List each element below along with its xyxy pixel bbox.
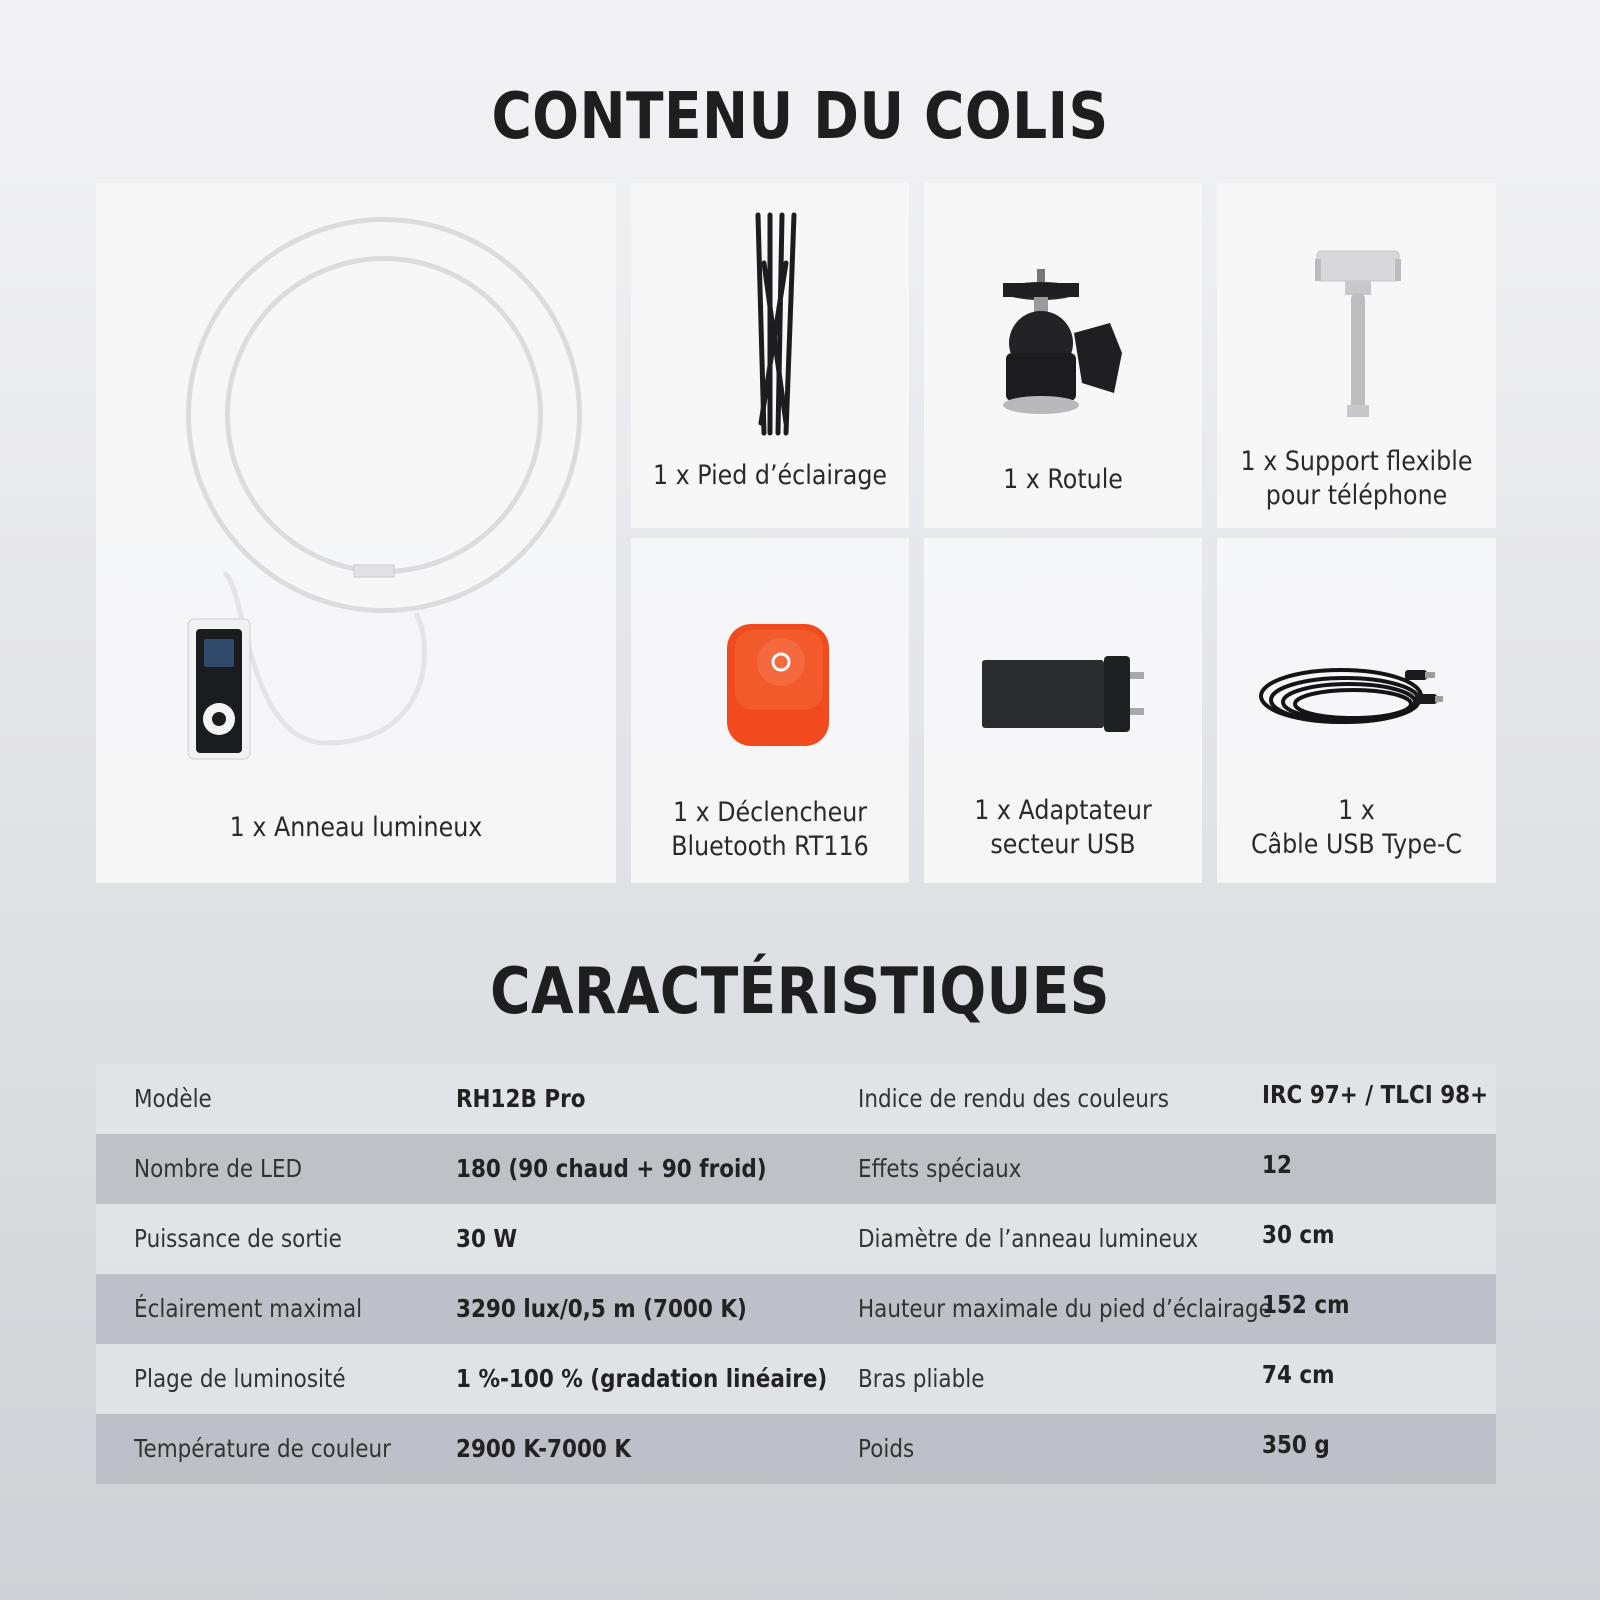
item-card-ball-head (924, 183, 1202, 528)
specs-table (96, 1064, 1496, 1484)
spec-value: 2900 K-7000 K (456, 1434, 632, 1463)
ring-light-icon (96, 183, 616, 883)
item-caption: 1 x Déclencheur Bluetooth RT116 (671, 797, 869, 862)
spec-key: Température de couleur (134, 1434, 392, 1463)
item-caption: 1 x Pied d’éclairage (652, 460, 888, 491)
spec-row (96, 1064, 1496, 1134)
spec-row (96, 1414, 1496, 1484)
spec-key: Plage de luminosité (134, 1364, 346, 1393)
spec-key: Éclairement maximal (134, 1294, 363, 1323)
spec-value: 1 %-100 % (gradation linéaire) (456, 1364, 828, 1393)
package-title: CONTENU DU COLIS (491, 80, 1109, 154)
item-caption: 1 x Câble USB Type-C (1250, 795, 1463, 860)
item-caption: 1 x Rotule (1003, 464, 1123, 495)
spec-value: RH12B Pro (456, 1084, 586, 1113)
spec-value: 12 (1262, 1150, 1292, 1179)
spec-value: 3290 lux/0,5 m (7000 K) (456, 1294, 747, 1323)
spec-key: Modèle (134, 1084, 212, 1113)
spec-key: Hauteur maximale du pied d’éclairage (858, 1294, 1272, 1323)
spec-key: Puissance de sortie (134, 1224, 342, 1253)
item-card-light-stand (631, 183, 909, 528)
item-card-phone-holder (1217, 183, 1496, 528)
spec-value: 30 W (456, 1224, 518, 1253)
item-card-ring-light (96, 183, 616, 883)
spec-value: 350 g (1262, 1430, 1330, 1459)
spec-row (96, 1134, 1496, 1204)
spec-row (96, 1274, 1496, 1344)
item-card-usb-adapter (924, 538, 1202, 883)
spec-value: 180 (90 chaud + 90 froid) (456, 1154, 767, 1183)
spec-value: IRC 97+ / TLCI 98+ (1262, 1080, 1489, 1109)
item-card-bluetooth-remote (631, 538, 909, 883)
spec-value: 30 cm (1262, 1220, 1335, 1249)
item-caption: 1 x Anneau lumineux (229, 812, 483, 843)
spec-key: Poids (858, 1434, 915, 1463)
spec-key: Indice de rendu des couleurs (858, 1084, 1169, 1113)
item-caption: 1 x Adaptateur secteur USB (974, 795, 1152, 860)
spec-key: Nombre de LED (134, 1154, 303, 1183)
spec-row (96, 1344, 1496, 1414)
spec-key: Bras pliable (858, 1364, 985, 1393)
specs-title: CARACTÉRISTIQUES (490, 955, 1110, 1029)
spec-value: 74 cm (1262, 1360, 1335, 1389)
spec-key: Diamètre de l’anneau lumineux (858, 1224, 1199, 1253)
spec-row (96, 1204, 1496, 1274)
spec-key: Effets spéciaux (858, 1154, 1022, 1183)
item-card-usb-c-cable (1217, 538, 1496, 883)
item-caption: 1 x Support flexible pour téléphone (1240, 446, 1473, 511)
spec-value: 152 cm (1262, 1290, 1350, 1319)
